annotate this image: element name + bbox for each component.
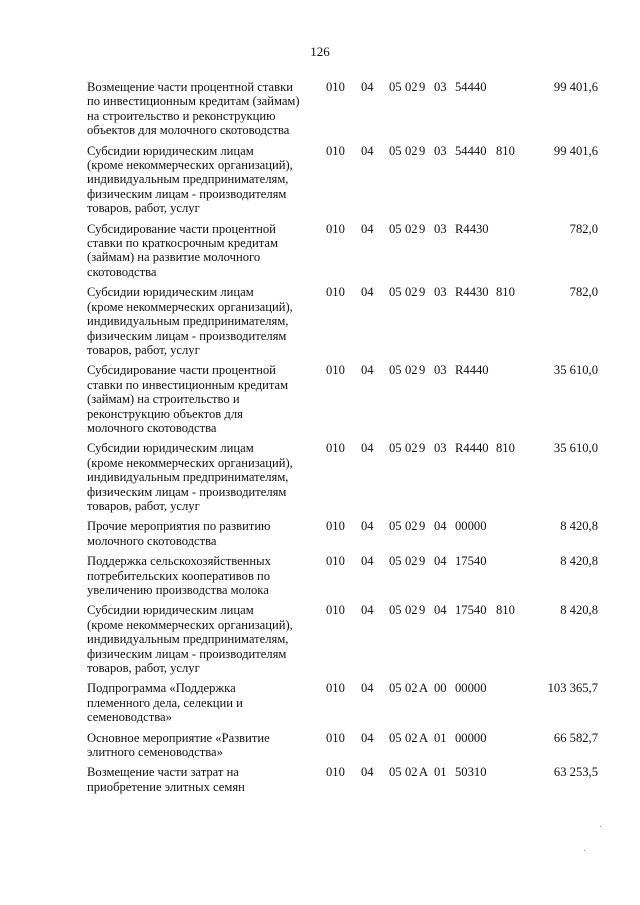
subprogram-code: 9 (419, 603, 426, 618)
row-name: Основное мероприятие «Развитие элитного семеноводства» (87, 730, 270, 760)
subsection-code: 05 (389, 603, 402, 618)
row-name: Поддержка сельскохозяйственных потребительских кооперативов по увеличению производства молока (87, 554, 271, 597)
program-code: 02 (405, 603, 418, 618)
direction-code: R4440 (455, 441, 489, 456)
table-row (0, 519, 640, 548)
measure-code: 00 (434, 681, 447, 696)
measure-code: 03 (434, 285, 447, 300)
subsection-code: 05 (389, 285, 402, 300)
expense-type-code: 810 (496, 143, 515, 158)
program-code: 02 (405, 765, 418, 780)
ministry-code: 010 (326, 519, 345, 534)
sum-value: 8 420,8 (560, 554, 598, 569)
sum-value: 63 253,5 (553, 765, 598, 780)
sum-value: 782,0 (569, 221, 598, 236)
row-name: Возмещение части затрат на приобретение элитных семян (87, 765, 245, 794)
sum-value: 103 365,7 (547, 681, 598, 696)
row-name: Подпрограмма «Поддержка племенного дела, селекции и семеноводства» (87, 681, 243, 725)
table-row (0, 681, 640, 724)
sum-value: 66 582,7 (553, 730, 598, 745)
table-row (0, 731, 640, 760)
direction-code: 50310 (455, 765, 487, 780)
direction-code: R4440 (455, 363, 489, 378)
subprogram-code: 9 (419, 285, 426, 300)
expense-type-code: 810 (496, 285, 515, 300)
measure-code: 04 (434, 519, 447, 534)
program-code: 02 (405, 363, 418, 378)
ministry-code: 010 (326, 285, 345, 300)
row-name: Возмещение части процентной ставки по инвестиционным кредитам (займам) на строительство и реконструкцию объектов для молочного скотоводства (87, 80, 300, 138)
table-row (0, 222, 640, 280)
ministry-code: 010 (326, 603, 345, 618)
scan-speck (584, 850, 585, 851)
program-code: 02 (405, 221, 418, 236)
subsection-code: 05 (389, 554, 402, 569)
section-code: 04 (361, 765, 374, 780)
program-code: 02 (405, 441, 418, 456)
table-row (0, 441, 640, 513)
measure-code: 03 (434, 80, 447, 94)
program-code: 02 (405, 519, 418, 534)
section-code: 04 (361, 221, 374, 236)
subsection-code: 05 (389, 441, 402, 456)
ministry-code: 010 (326, 441, 345, 456)
ministry-code: 010 (326, 363, 345, 378)
section-code: 04 (361, 363, 374, 378)
table-row (0, 144, 640, 216)
ministry-code: 010 (326, 221, 345, 236)
direction-code: 17540 (455, 603, 487, 618)
table-row (0, 603, 640, 675)
measure-code: 03 (434, 441, 447, 456)
direction-code: 00000 (455, 730, 487, 745)
subsection-code: 05 (389, 681, 402, 696)
subsection-code: 05 (389, 221, 402, 236)
direction-code: 54440 (455, 143, 487, 158)
table-row (0, 554, 640, 597)
row-name: Субсидии юридическим лицам (кроме некоммерческих организаций), индивидуальным предпринимателям, физическим лицам - производителям товаров, работ, услуг (87, 143, 293, 216)
measure-code: 01 (434, 730, 447, 745)
ministry-code: 010 (326, 80, 345, 94)
budget-table (0, 80, 640, 800)
subprogram-code: 9 (419, 221, 426, 236)
direction-code: 54440 (455, 80, 487, 94)
table-row (0, 765, 640, 794)
subprogram-code: 9 (419, 80, 426, 94)
sum-value: 99 401,6 (553, 143, 598, 158)
direction-code: R4430 (455, 285, 489, 300)
subprogram-code: 9 (419, 554, 426, 569)
subprogram-code: 9 (419, 441, 426, 456)
measure-code: 03 (434, 143, 447, 158)
subprogram-code: А (419, 681, 429, 696)
subsection-code: 05 (389, 80, 402, 94)
subprogram-code: 9 (419, 363, 426, 378)
subsection-code: 05 (389, 519, 402, 534)
section-code: 04 (361, 603, 374, 618)
page-number: 126 (310, 44, 330, 59)
sum-value: 8 420,8 (560, 519, 598, 534)
row-name: Субсидии юридическим лицам (кроме некоммерческих организаций), индивидуальным предпринимателям, физическим лицам - производителям товаров, работ, услуг (87, 285, 293, 357)
direction-code: R4430 (455, 221, 489, 236)
section-code: 04 (361, 554, 374, 569)
subprogram-code: А (419, 730, 429, 745)
row-name: Прочие мероприятия по развитию молочного скотоводства (87, 519, 271, 548)
measure-code: 04 (434, 603, 447, 618)
sum-value: 35 610,0 (553, 363, 598, 378)
ministry-code: 010 (326, 681, 345, 696)
subprogram-code: А (419, 765, 429, 780)
direction-code: 00000 (455, 519, 487, 534)
measure-code: 01 (434, 765, 447, 780)
measure-code: 04 (434, 554, 447, 569)
measure-code: 03 (434, 363, 447, 378)
scan-speck (600, 826, 601, 827)
section-code: 04 (361, 519, 374, 534)
program-code: 02 (405, 143, 418, 158)
sum-value: 782,0 (569, 285, 598, 300)
subprogram-code: 9 (419, 143, 426, 158)
ministry-code: 010 (326, 730, 345, 745)
subsection-code: 05 (389, 143, 402, 158)
subsection-code: 05 (389, 730, 402, 745)
program-code: 02 (405, 80, 418, 94)
table-row (0, 80, 640, 138)
section-code: 04 (361, 441, 374, 456)
program-code: 02 (405, 730, 418, 745)
sum-value: 35 610,0 (553, 441, 598, 456)
subsection-code: 05 (389, 765, 402, 780)
sum-value: 8 420,8 (560, 603, 598, 618)
direction-code: 17540 (455, 554, 487, 569)
ministry-code: 010 (326, 554, 345, 569)
expense-type-code: 810 (496, 441, 515, 456)
program-code: 02 (405, 285, 418, 300)
section-code: 04 (361, 80, 374, 94)
table-row (0, 363, 640, 435)
subprogram-code: 9 (419, 519, 426, 534)
sum-value: 99 401,6 (553, 80, 598, 94)
section-code: 04 (361, 730, 374, 745)
measure-code: 03 (434, 221, 447, 236)
direction-code: 00000 (455, 681, 487, 696)
section-code: 04 (361, 681, 374, 696)
subsection-code: 05 (389, 363, 402, 378)
ministry-code: 010 (326, 143, 345, 158)
row-name: Субсидии юридическим лицам (кроме некоммерческих организаций), индивидуальным предпринимателям, физическим лицам - производителям товаров, работ, услуг (87, 603, 293, 676)
row-name: Субсидирование части процентной ставки по инвестиционным кредитам (займам) на строительство и реконструкцию объектов для молочного скотоводства (87, 363, 289, 435)
expense-type-code: 810 (496, 603, 515, 618)
ministry-code: 010 (326, 765, 345, 780)
table-row (0, 285, 640, 357)
program-code: 02 (405, 554, 418, 569)
row-name: Субсидии юридическим лицам (кроме некоммерческих организаций), индивидуальным предпринимателям, физическим лицам - производителям товаров, работ, услуг (87, 441, 293, 513)
row-name: Субсидирование части процентной ставки по краткосрочным кредитам (займам) на развитие молочного скотоводства (87, 221, 278, 279)
section-code: 04 (361, 143, 374, 158)
program-code: 02 (405, 681, 418, 696)
section-code: 04 (361, 285, 374, 300)
